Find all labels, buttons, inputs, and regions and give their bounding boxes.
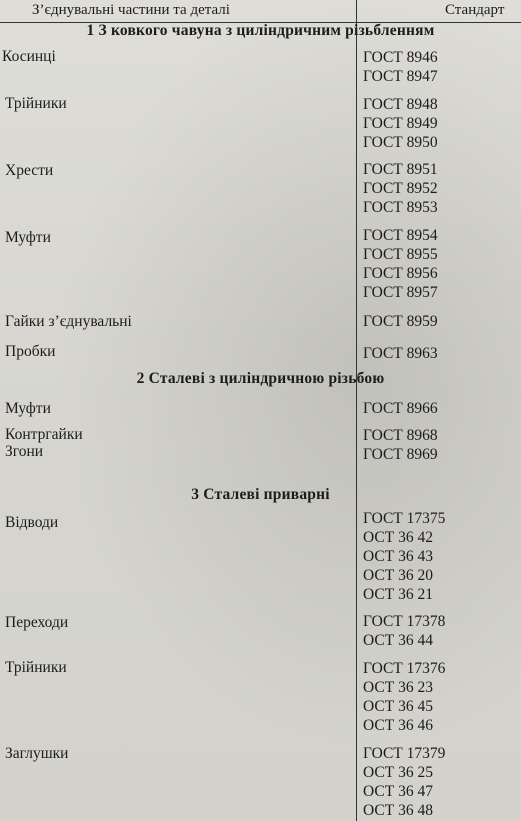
standard-code: ОСТ 36 23: [363, 679, 433, 696]
standard-code: ГОСТ 17376: [363, 660, 446, 677]
standard-code: ОСТ 36 47: [363, 783, 433, 800]
standard-code: ОСТ 36 46: [363, 717, 433, 734]
part-name: Хрести: [5, 162, 54, 179]
standard-code: ОСТ 36 21: [363, 586, 433, 603]
section-title: 1 З ковкого чавуна з циліндричним різьбленням: [86, 22, 435, 39]
standard-code: ГОСТ 8948: [363, 96, 438, 113]
standard-code: ГОСТ 8954: [363, 227, 438, 244]
standard-code: ГОСТ 17378: [363, 613, 446, 630]
standard-code: ГОСТ 8955: [363, 246, 438, 263]
header-standard: Стандарт: [445, 2, 505, 18]
part-name: Згони: [5, 443, 44, 460]
part-name: Відводи: [5, 514, 59, 531]
standard-code: ОСТ 36 44: [363, 632, 433, 649]
standard-code: ГОСТ 8953: [363, 199, 438, 216]
standard-code: ГОСТ 8966: [363, 400, 438, 417]
standard-code: ГОСТ 17379: [363, 745, 446, 762]
standard-code: ГОСТ 8956: [363, 265, 438, 282]
section-title: 2 Сталеві з циліндричною різьбою: [136, 370, 385, 387]
part-name: Муфти: [5, 400, 51, 417]
part-name: Переходи: [5, 614, 69, 631]
part-name: Контргайки: [5, 426, 83, 443]
standard-code: ГОСТ 8969: [363, 446, 438, 463]
standard-code: ОСТ 36 43: [363, 548, 433, 565]
standard-code: ГОСТ 8947: [363, 68, 438, 85]
standard-code: ГОСТ 8949: [363, 115, 438, 132]
part-name: Пробки: [5, 343, 56, 360]
header-parts: З’єднувальні частини та деталі: [32, 2, 230, 18]
standard-code: ГОСТ 8952: [363, 180, 438, 197]
standard-code: ОСТ 36 25: [363, 764, 433, 781]
standard-code: ГОСТ 8950: [363, 134, 438, 151]
standard-code: ОСТ 36 45: [363, 698, 433, 715]
part-name: Заглушки: [5, 745, 69, 762]
standard-code: ГОСТ 8957: [363, 284, 438, 301]
standard-code: ГОСТ 8963: [363, 345, 438, 362]
standard-code: ОСТ 36 42: [363, 529, 433, 546]
standard-code: ГОСТ 8959: [363, 313, 438, 330]
standard-code: ГОСТ 8946: [363, 49, 438, 66]
part-name: Муфти: [5, 229, 51, 246]
standard-code: ГОСТ 8968: [363, 427, 438, 444]
section-title: 3 Сталеві приварні: [191, 486, 330, 503]
part-name: Трійники: [5, 95, 67, 112]
standard-code: ГОСТ 17375: [363, 510, 446, 527]
standard-code: ОСТ 36 20: [363, 567, 433, 584]
standard-code: ГОСТ 8951: [363, 161, 438, 178]
standard-code: ОСТ 36 48: [363, 802, 433, 819]
column-divider: [356, 0, 357, 821]
part-name: Гайки з’єднувальні: [5, 313, 132, 330]
part-name: Косинці: [2, 48, 56, 65]
part-name: Трійники: [5, 659, 67, 676]
